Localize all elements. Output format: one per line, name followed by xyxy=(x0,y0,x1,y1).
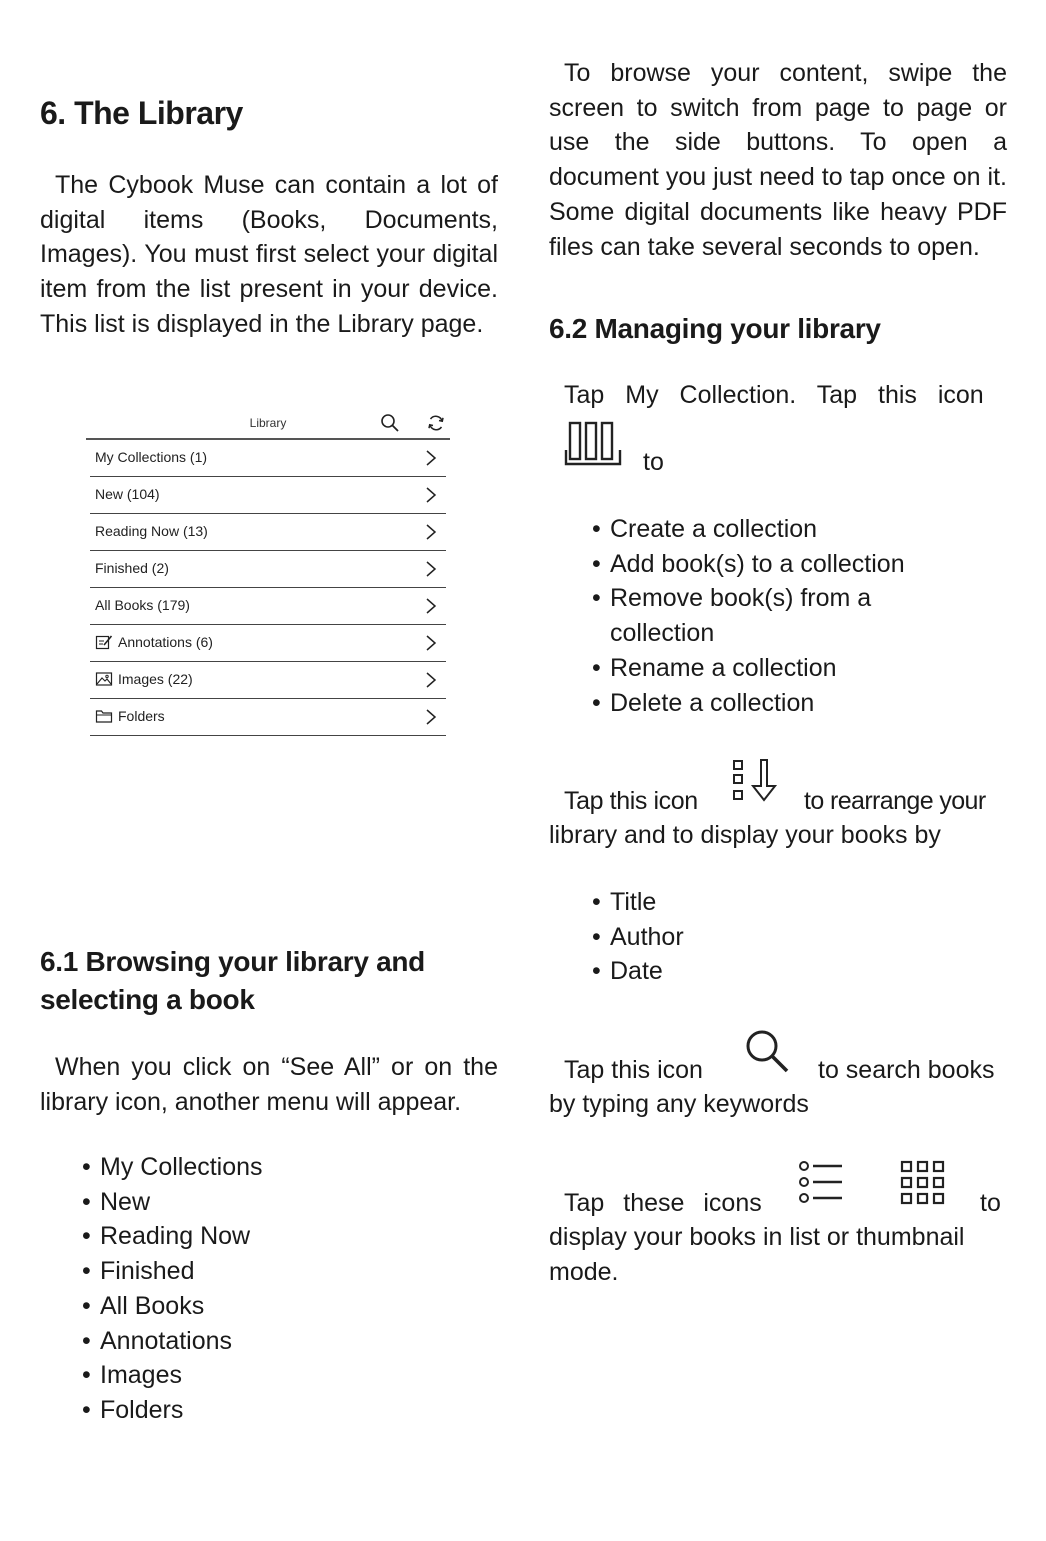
row-label: Annotations (6) xyxy=(118,634,213,650)
list-item: • Create a collection xyxy=(592,512,962,547)
library-header xyxy=(86,410,450,440)
library-screen-title: Library xyxy=(249,416,287,430)
list-item: • Annotations xyxy=(82,1324,482,1359)
collection-icon xyxy=(564,420,624,466)
folder-icon xyxy=(95,708,113,724)
collection-instruction-text: Tap My Collection. Tap this icon xyxy=(564,381,984,409)
sort-text-c: library and to display your books by xyxy=(549,821,941,849)
sort-icon xyxy=(730,758,782,804)
library-row-images[interactable] xyxy=(90,662,446,699)
section-title-library: 6. The Library xyxy=(40,95,243,131)
list-item: • All Books xyxy=(82,1289,482,1324)
section-title-managing: 6.2 Managing your library xyxy=(549,313,881,344)
view-text-a: Tap these icons xyxy=(564,1189,762,1217)
list-item: • Add book(s) to a collection xyxy=(592,547,962,582)
library-row-my-collections[interactable] xyxy=(90,440,446,477)
browse-content-text: To browse your content, swipe the screen to switch from page to page or use the side buttons. To open a document you just need to tap once on it. Some digital documents like heavy PDF files can take several seconds to open. xyxy=(549,59,1007,261)
list-item: • My Collections xyxy=(82,1150,482,1185)
list-item: • Author xyxy=(592,920,892,955)
list-item: • Rename a collection xyxy=(592,651,962,686)
library-row-finished[interactable] xyxy=(90,551,446,588)
collection-to-text: to xyxy=(643,448,664,476)
browsing-intro-text: When you click on “See All” or on the library icon, another menu will appear. xyxy=(40,1053,498,1116)
list-item: • Folders xyxy=(82,1393,482,1428)
chevron-right-icon xyxy=(424,523,438,541)
chevron-right-icon xyxy=(424,634,438,652)
library-row-new[interactable] xyxy=(90,477,446,514)
row-label: Finished (2) xyxy=(95,560,169,576)
library-menu-list xyxy=(82,1150,482,1428)
list-item: • Images xyxy=(82,1358,482,1393)
chevron-right-icon xyxy=(424,560,438,578)
list-item: • Finished xyxy=(82,1254,482,1289)
view-text-b: to xyxy=(980,1189,1001,1217)
list-item: • Reading Now xyxy=(82,1219,482,1254)
list-item: • Remove book(s) from a collection xyxy=(592,581,962,650)
search-text-a: Tap this icon xyxy=(564,1056,703,1084)
row-label: My Collections (1) xyxy=(95,449,208,465)
collection-actions-list xyxy=(592,512,962,720)
section-title-browsing: 6.1 Browsing your library and selecting a book xyxy=(40,946,425,1015)
chevron-right-icon xyxy=(424,708,438,726)
row-label: Reading Now (13) xyxy=(95,523,208,539)
list-item: • New xyxy=(82,1185,482,1220)
list-item: • Date xyxy=(592,954,892,989)
row-label: New (104) xyxy=(95,486,160,502)
library-intro-text: The Cybook Muse can contain a lot of digital items (Books, Documents, Images). You must first select your digital item from the list present in your device. This list is displayed in the Library page. xyxy=(40,171,498,338)
search-text-c: by typing any keywords xyxy=(549,1090,809,1118)
annotation-icon xyxy=(95,634,113,650)
library-row-all-books[interactable] xyxy=(90,588,446,625)
sort-text-a: Tap this icon xyxy=(564,787,698,815)
library-screen-illustration xyxy=(86,410,450,736)
library-row-annotations[interactable] xyxy=(90,625,446,662)
sort-text-b: to rearrange your xyxy=(804,787,986,815)
list-view-icon xyxy=(798,1160,846,1206)
search-text-b: to search books xyxy=(818,1056,995,1084)
image-icon xyxy=(95,671,113,687)
library-row-reading-now[interactable] xyxy=(90,514,446,551)
sync-icon xyxy=(426,413,446,433)
view-text-c: display your books in list or thumbnail mode. xyxy=(549,1223,965,1286)
search-icon xyxy=(742,1028,792,1074)
list-item: • Title xyxy=(592,885,892,920)
sort-options-list xyxy=(592,885,892,989)
thumbnail-view-icon xyxy=(900,1160,948,1206)
chevron-right-icon xyxy=(424,671,438,689)
chevron-right-icon xyxy=(424,486,438,504)
search-icon xyxy=(380,413,400,433)
library-row-folders[interactable] xyxy=(90,699,446,736)
row-label: Images (22) xyxy=(118,671,193,687)
row-label: Folders xyxy=(118,708,165,724)
chevron-right-icon xyxy=(424,449,438,467)
chevron-right-icon xyxy=(424,597,438,615)
list-item: • Delete a collection xyxy=(592,686,962,721)
row-label: All Books (179) xyxy=(95,597,190,613)
